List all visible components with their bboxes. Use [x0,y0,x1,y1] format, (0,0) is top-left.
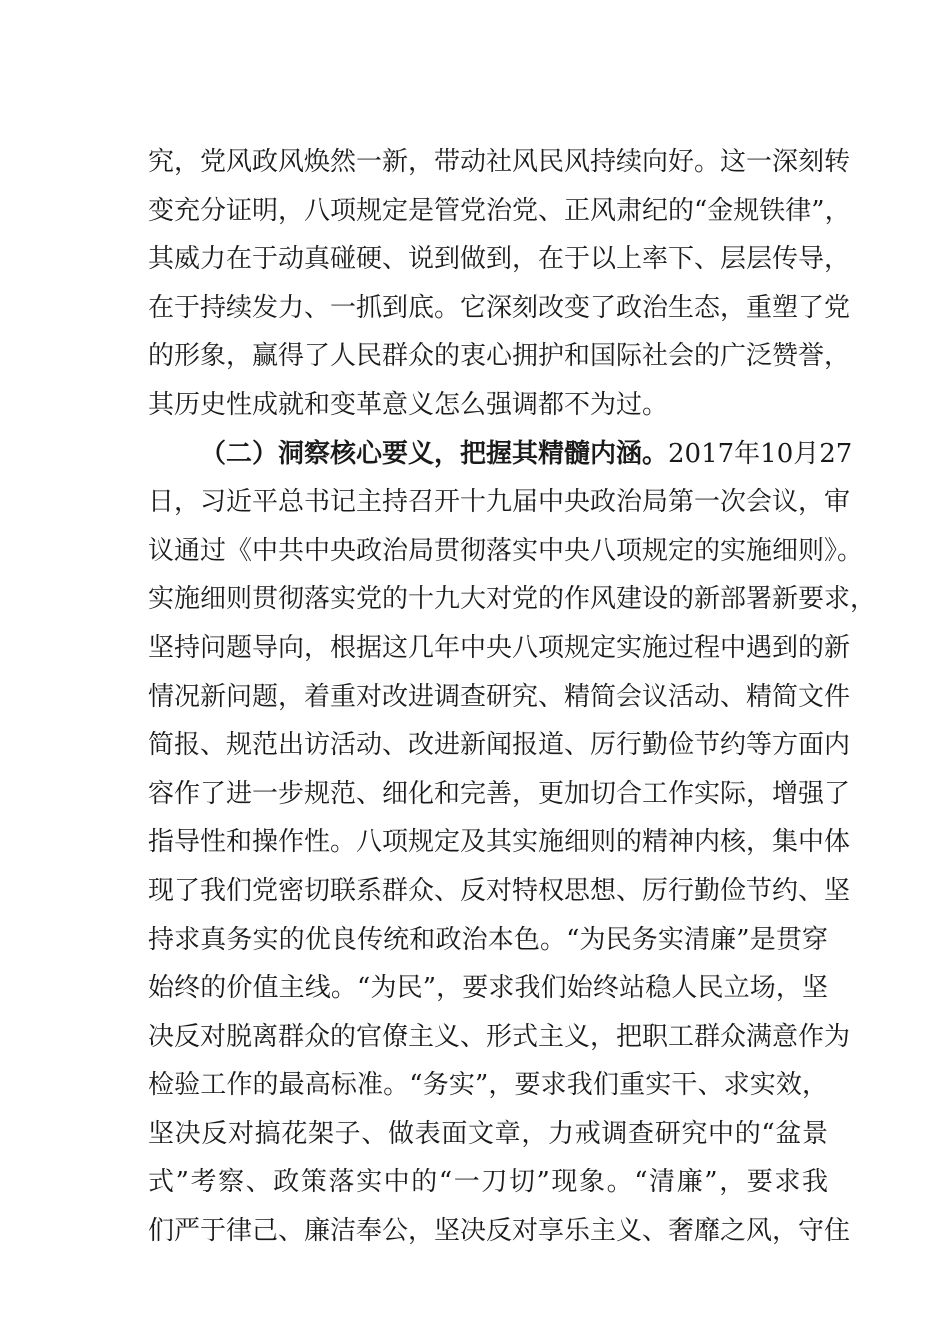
text-line: 容作了进一步规范、细化和完善，更加切合工作实际，增强了 [148,778,851,809]
paragraph-first-line [148,430,853,479]
text-line: 现了我们党密切联系群众、反对特权思想、厉行勤俭节约、坚 [148,875,851,906]
text-line: 其历史性成就和变革意义怎么强调都不为过。 [148,389,669,420]
text-line: 简报、规范出访活动、改进新闻报道、厉行勤俭节约等方面内 [148,730,851,761]
text-line: 情况新问题，着重对改进调查研究、精简会议活动、精简文件 [148,681,851,712]
text-line: 变充分证明，八项规定是管党治党、正风肃纪的“金规铁律”， [148,195,851,226]
text-line: 指导性和操作性。八项规定及其实施细则的精神内核，集中体 [148,827,851,858]
text-line: 日，习近平总书记主持召开十九届中央政治局第一次会议，审 [148,487,851,518]
date-text: 2017年10月27 [668,438,853,469]
text-line: 实施细则贯彻落实党的十九大对党的作风建设的新部署新要求， [148,584,877,615]
text-line: 究，党风政风焕然一新，带动社风民风持续向好。这一深刻转 [148,147,851,177]
text-line: 检验工作的最高标准。“务实”，要求我们重实干、求实效， [148,1070,828,1101]
text-line: 坚持问题导向，根据这几年中央八项规定实施过程中遇到的新 [148,632,851,663]
document-body [148,138,877,1256]
text-line: 议通过《中共中央政治局贯彻落实中央八项规定的实施细则》。 [148,535,864,566]
text-line: 的形象，赢得了人民群众的衷心拥护和国际社会的广泛赞誉， [148,341,851,372]
text-line: 决反对脱离群众的官僚主义、形式主义，把职工群众满意作为 [148,1021,851,1052]
text-line: 始终的价值主线。“为民”，要求我们始终站稳人民立场，坚 [148,973,828,1004]
text-line: 们严于律己、廉洁奉公，坚决反对享乐主义、奢靡之风，守住 [148,1216,851,1247]
section-heading: （二）洞察核心要义，把握其精髓内涵。 [200,438,669,469]
text-line: 持求真务实的优良传统和政治本色。“为民务实清廉”是贯穿 [148,924,828,955]
text-line: 其威力在于动真碰硬、说到做到，在于以上率下、层层传导， [148,244,851,275]
text-line: 坚决反对搞花架子、做表面文章，力戒调查研究中的“盆景 [148,1118,828,1149]
text-line: 在于持续发力、一抓到底。它深刻改变了政治生态，重塑了党 [148,292,851,323]
text-line: 式”考察、政策落实中的“一刀切”现象。“清廉”，要求我 [148,1167,828,1198]
